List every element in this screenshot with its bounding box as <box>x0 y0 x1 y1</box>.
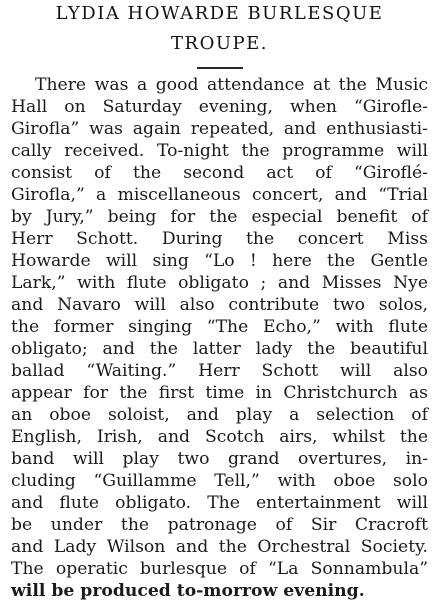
headline-line-2: TROUPE. <box>171 33 268 54</box>
article-line-24: will be produced to-morrow evening. <box>11 581 365 601</box>
headline-line-1: LYDIA HOWARDE BURLESQUE <box>55 3 384 24</box>
article-line-3: Girofla” was again repeated, and enthusiasti- <box>11 119 428 139</box>
article-line-22: and Lady Wilson and the Orchestral Society. <box>11 537 428 557</box>
article-line-12: the former singing “The Echo,” with flute <box>11 317 428 337</box>
article-line-16: an oboe soloist, and play a selection of <box>11 405 428 425</box>
article-line-10: Lark,” with flute obligato ; and Misses Nye <box>11 273 428 293</box>
article-line-14: ballad “Waiting.” Herr Schott will also <box>11 361 428 381</box>
article-line-5: consist of the second act of “Giroflé- <box>11 163 428 183</box>
article-line-13: obligato; and the latter lady the beautiful <box>11 339 428 359</box>
article-line-20: and flute obligato. The entertainment will <box>11 493 428 513</box>
article-line-15: appear for the first time in Christchurch as <box>11 383 428 403</box>
article-line-19: cluding “Guillamme Tell,” with oboe solo <box>11 471 428 491</box>
article-line-6: Girofla,” a miscellaneous concert, and “Trial <box>11 185 428 205</box>
article-line-17: English, Irish, and Scotch airs, whilst the <box>11 427 428 447</box>
article-line-1: There was a good attendance at the Music <box>35 75 428 95</box>
article-line-23: The operatic burlesque of “La Sonnambula” <box>11 559 428 579</box>
article-line-2: Hall on Saturday evening, when “Girofle- <box>11 97 428 117</box>
article-line-11: and Navaro will also contribute two solos, <box>11 295 428 315</box>
article-line-8: Herr Schott. During the concert Miss <box>11 229 428 249</box>
article-line-18: band will play two grand overtures, in- <box>11 449 428 469</box>
article-line-9: Howarde will sing “Lo ! here the Gentle <box>11 251 428 271</box>
article-line-7: by Jury,” being for the especial benefit of <box>11 207 428 227</box>
headline-divider <box>197 67 243 69</box>
article-line-21: be under the patronage of Sir Cracroft <box>11 515 428 535</box>
article-line-4: cally received. To-night the programme will <box>11 141 428 161</box>
